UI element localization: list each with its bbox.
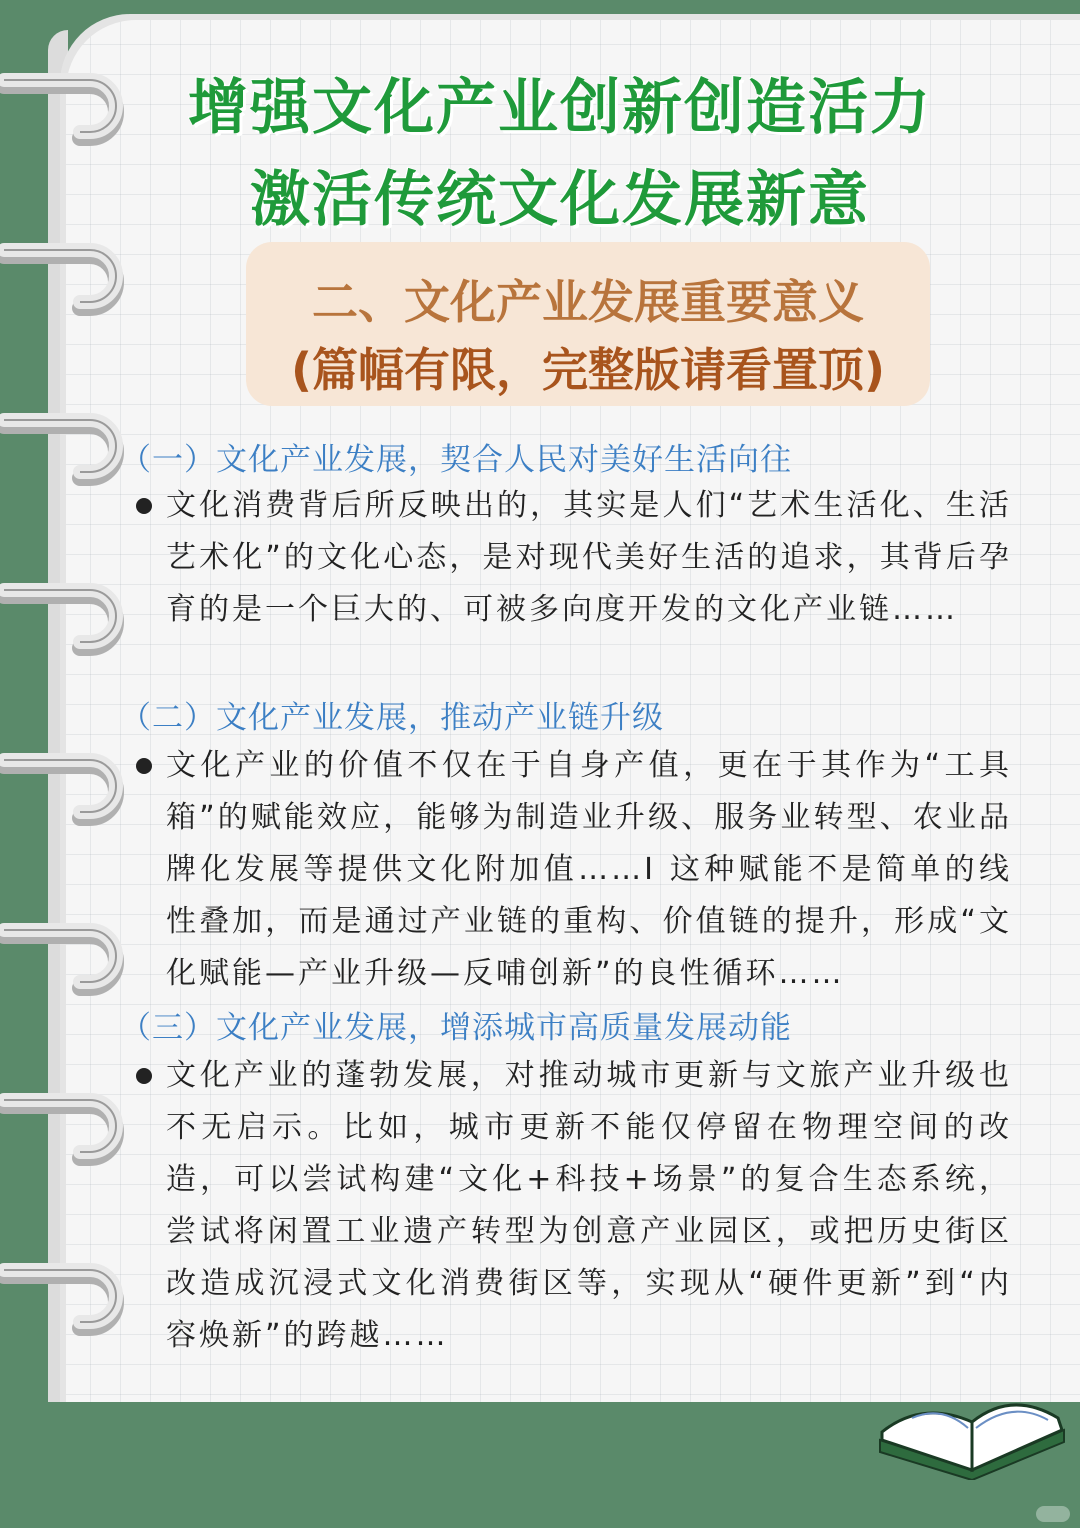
notebook-ring-icon	[4, 250, 116, 308]
open-book-icon	[872, 1370, 1072, 1480]
page-title-line1: 增强文化产业创新创造活力	[188, 73, 932, 143]
subtitle-line2: (篇幅有限，完整版请看置顶)	[290, 343, 886, 397]
notebook-ring-icon	[4, 1100, 116, 1158]
subtitle-line1: 二、文化产业发展重要意义	[312, 275, 864, 329]
notebook-ring-icon	[4, 760, 116, 818]
notebook-ring-icon	[4, 420, 116, 478]
section-heading-1: （一）文化产业发展，契合人民对美好生活向往	[120, 442, 792, 478]
section-text-2: 文化产业的价值不仅在于自身产值，更在于其作为“工具箱”的赋能效应，能够为制造业升级、服务业转型、农业品牌化发展等提供文化附加值……I 这种赋能不是简单的线性叠加，而是通过产业链的重构、价值链的提升，形成“文化赋能—产业升级—反哺创新”的良性循环……	[166, 748, 1012, 991]
section-text-1: 文化消费背后所反映出的，其实是人们“艺术生活化、生活艺术化”的文化心态，是对现代美好生活的追求，其背后孕育的是一个巨大的、可被多向度开发的文化产业链……	[166, 488, 1012, 627]
notebook-ring-icon	[4, 1270, 116, 1328]
bullet-icon	[136, 1068, 152, 1084]
section-text-3: 文化产业的蓬勃发展，对推动城市更新与文旅产业升级也不无启示。比如，城市更新不能仅停留在物理空间的改造，可以尝试构建“文化+科技+场景”的复合生态系统，尝试将闲置工业遗产转型为创意产业园区，或把历史街区改造成沉浸式文化消费街区等，实现从“硬件更新”到“内容焕新”的跨越……	[166, 1058, 1012, 1353]
bullet-icon	[136, 498, 152, 514]
subtitle-box	[246, 242, 930, 406]
notebook-ring-icon	[4, 930, 116, 988]
watermark	[1036, 1506, 1070, 1522]
bullet-icon	[136, 758, 152, 774]
notebook-ring-icon	[4, 590, 116, 648]
section-heading-3: （三）文化产业发展，增添城市高质量发展动能	[120, 1010, 792, 1046]
page-title-line2: 激活传统文化发展新意	[250, 165, 870, 235]
section-heading-2: （二）文化产业发展，推动产业链升级	[120, 700, 664, 736]
